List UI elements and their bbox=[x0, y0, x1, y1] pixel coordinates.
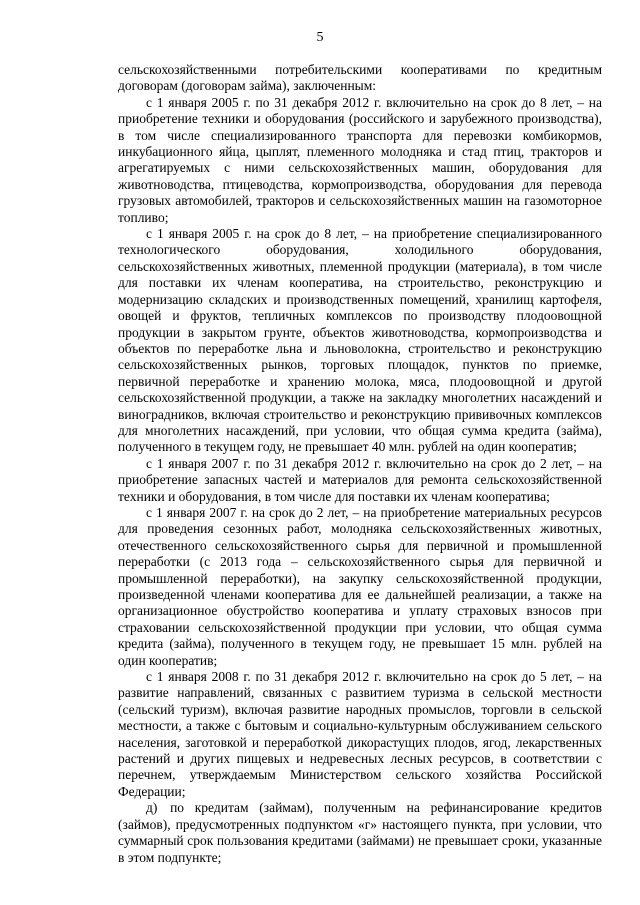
paragraph-2005-construction: с 1 января 2005 г. на срок до 8 лет, – на приобретение специализированного технологического оборудования, холодильного оборудования, сельскохозяйственных животных, племенной продукции (материала), в том числе для поставки их членам кооператива, на строительство, реконструкцию и модернизацию складских и производственных помещений, хранилищ картофеля, овощей и фруктов, тепличных комплексов по производству плодоовощной продукции в закрытом грунте, объектов животноводства, кормопроизводства и объектов по переработке льна и льноволокна, строительство и реконструкцию сельскохозяйственных рынков, торговых площадок, пунктов по приемке, первичной переработке и хранению молока, мяса, плодоовощной и другой сельскохозяйственной продукции, а также на закладку многолетних насаждений и виноградников, включая строительство и реконструкцию прививочных комплексов для многолетних насаждений, при условии, что общая сумма кредита (займа), полученного в текущем году, не превышает 40 млн. рублей на один кооператив; bbox=[118, 226, 602, 455]
paragraph-item-d bbox=[118, 800, 602, 866]
page-number: 5 bbox=[316, 30, 324, 45]
paragraph-2008-2012-tourism: с 1 января 2008 г. по 31 декабря 2012 г. включительно на срок до 5 лет, – на развитие направлений, связанных с развитием туризма в сельской местности (сельский туризм), включая развитие народных промыслов, торговли в сельской местности, а также с бытовым и социально-культурным обслуживанием сельского населения, заготовкой и переработкой дикорастущих плодов, ягод, лекарственных растений и других пищевых и недревесных лесных ресурсов, в соответствии с перечнем, утверждаемым Министерством сельского хозяйства Российской Федерации; bbox=[118, 669, 602, 799]
paragraph-2007-seasonal-works: с 1 января 2007 г. на срок до 2 лет, – на приобретение материальных ресурсов для проведения сезонных работ, молодняка сельскохозяйственных животных, отечественного сельскохозяйственного сырья для первичной и промышленной переработки (с 2013 года – сельскохозяйственного сырья для первичной и промышленной переработки), на закупку сельскохозяйственной продукции, произведенной членами кооператива для ее дальнейшей реализации, а также на организационное обустройство кооператива и уплату страховых взносов при страховании сельскохозяйственной продукции при условии, что общая сумма кредита (займа), полученного в текущем году, не превышает 15 млн. рублей на один кооператив; bbox=[118, 504, 602, 668]
item-d-letter: д) bbox=[146, 800, 158, 816]
paragraph-2007-2012-spare-parts: с 1 января 2007 г. по 31 декабря 2012 г. включительно на срок до 2 лет, – на приобретение запасных частей и материалов для ремонта сельскохозяйственной техники и оборудования, в том числе для поставки их членам кооператива; bbox=[118, 455, 602, 504]
paragraph-intro: сельскохозяйственными потребительскими кооперативами по кредитным договорам (договорам займа), заключенным: bbox=[118, 62, 602, 94]
item-d-text: по кредитам (займам), полученным на рефинансирование кредитов (займов), предусмотренных подпунктом «г» настоящего пункта, при условии, что суммарный срок пользования кредитами (займами) не превышает сроки, указанные в этом подпункте; bbox=[118, 800, 603, 865]
paragraph-2005-2012-equipment: с 1 января 2005 г. по 31 декабря 2012 г. включительно на срок до 8 лет, – на приобретение техники и оборудования (российского и зарубежного производства), в том числе специализированного транспорта для перевозки комбикормов, инкубационного яйца, цыплят, племенного молодняка и стад птиц, тракторов и агрегатируемых с ними сельскохозяйственных машин, оборудования для животноводства, птицеводства, кормопроизводства, оборудования для перевода грузовых автомобилей, тракторов и сельскохозяйственных машин на газомоторное топливо; bbox=[118, 94, 602, 225]
document-body bbox=[118, 62, 602, 866]
